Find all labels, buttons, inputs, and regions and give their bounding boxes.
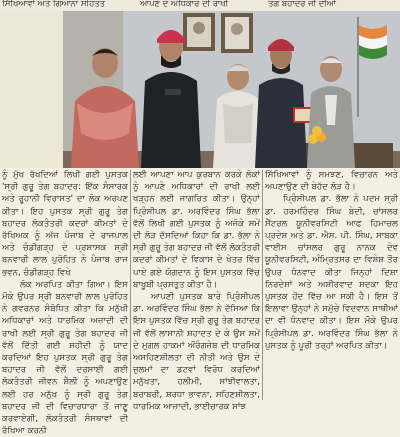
top-strip-left: ਸਿੱਖਿਆਵਾਂ ਅਤੇ ਗਿਆਨਾ ਸਹਿਤਤ bbox=[2, 0, 105, 8]
top-strip-right: ਤੇਗ ਬਹਾਦਰ ਜੀ ਦੀਆਂ bbox=[268, 0, 336, 8]
column-2-paragraph-1: ਲਈ ਆਪਣਾ ਆਪ ਕੁਰਬਾਨ ਕਰਕੇ ਲੋਕਾਂ ਨੂੰ ਆਪਣੇ ਅਧਿਕਾਰਾਂ ਦੀ ਰਾਖੀ ਲਈ ਖੜ੍ਹਨ ਲਈ ਜਾਗਰਿਤ ਕੀਤਾ। ਉਨ੍ਹਾਂ ਪ੍ਰਿੰਸੀਪਲ ਡਾ. ਅਰਵਿੰਦਰ ਸਿੰਘ ਭੱਲਾ ਵੱਲੋਂ ਲਿਖੀ ਗਈ ਪੁਸਤਕ ਨੂੰ ਅਜੋਕੇ ਸਮੇਂ ਦੀ ਲੋੜ ਦੱਸਦਿਆਂ ਕਿਹਾ ਕਿ ਡਾ. ਭੱਲਾ ਨੇ ਸ੍ਰੀ ਗੁਰੂ ਤੇਗ ਬਹਾਦਰ ਜੀ ਵੱਲੋਂ ਲੋਕਤੰਤਰੀ ਕਦਰਾਂ ਕੀਮਤਾਂ ਦੇ ਵਿਕਾਸ ਦੇ ਖੇਤਰ ਵਿੱਚ ਪਾਏ ਗਏ ਯੋਗਦਾਨ ਨੂੰ ਇਸ ਪੁਸਤਕ ਵਿੱਚ ਬਾਖੂਬੀ ਪ੍ਰਸਤੁਤ ਕੀਤਾ ਹੈ। bbox=[133, 170, 260, 290]
news-photo-illustration bbox=[63, 11, 400, 168]
article-column-2 bbox=[133, 169, 260, 412]
top-strip-mid: ਆਪਣੇ ਦੇ ਅਧਿਕਾਰ ਦੀ ਰਾਖੀ bbox=[140, 0, 229, 8]
column-rule-2 bbox=[262, 170, 263, 400]
photo-left-margin bbox=[0, 11, 63, 168]
column-rule-1 bbox=[130, 170, 131, 400]
column-3-paragraph-2: ਪ੍ਰਿੰਸੀਪਲ ਡਾ. ਭੱਲਾ ਨੇ ਪਦਮ ਸ੍ਰੀ ਡਾ. ਹਰਮਹਿੰਦਰ ਸਿੰਘ ਬੇਦੀ, ਚਾਂਸਲਰ ਸੈਂਟਰਲ ਯੂਨੀਵਰਸਿਟੀ ਆਫ ਹਿਮਾਚਲ ਪ੍ਰਦੇਸ਼ ਅਤੇ ਡਾ. ਐਸ. ਪੀ. ਸਿੰਘ, ਸਾਬਕਾ ਵਾਈਸ ਚਾਂਸਲਰ ਗੁਰੂ ਨਾਨਕ ਦੇਵ ਯੂਨੀਵਰਸਿਟੀ, ਅੰਮ੍ਰਿਤਸਰ ਦਾ ਵਿਸ਼ੇਸ਼ ਤੌਰ ਉਪਰ ਧੰਨਵਾਦ ਕੀਤਾ ਜਿਨ੍ਹਾਂ ਦਿਸ਼ਾ ਨਿਰਦੇਸ਼ਾਂ ਅਤੇ ਅਸ਼ੀਰਵਾਦ ਸਦਕਾ ਇਹ ਪੁਸਤਕ ਹੋਂਦ ਵਿੱਚ ਆ ਸਕੀ ਹੈ। ਇਸ ਤੋਂ ਇਲਾਵਾ ਉਨ੍ਹਾਂ ਨੇ ਸਮੁੱਚੇ ਵਿਦਵਾਨ ਸਾਥੀਆਂ ਦਾ ਵੀ ਧੰਨਵਾਦ ਕੀਤਾ। ਇਸ ਮੌਕੇ ਉਪਰ ਪ੍ਰਿੰਸੀਪਲ ਡਾ. ਅਰਵਿੰਦਰ ਸਿੰਘ ਭੱਲਾ ਨੇ ਪੁਸਤਕ ਨੂੰ ਪੂਰੀ ਤਰ੍ਹਾਂ ਅਰਪਿਤ ਕੀਤਾ। bbox=[265, 194, 398, 351]
article-column-3 bbox=[265, 169, 398, 400]
column-1-paragraph-1: ਨੂੰ ਮੁੱਖ ਰੱਖਦਿਆਂ ਲਿਖੀ ਗਈ ਪੁਸਤਕ 'ਸ੍ਰੀ ਗੁਰੂ ਤੇਗ ਬਹਾਦਰ: ਇੱਕ ਸੰਸਾਰਕ ਅਤੇ ਰੂਹਾਨੀ ਵਿਰਾਸਤ' ਦਾ ਲੋਕ ਅਰਪਣ ਕੀਤਾ। ਇਹ ਪੁਸਤਕ ਸ੍ਰੀ ਗੁਰੂ ਤੇਗ ਬਹਾਦਰ ਲੋਕਤੰਤਰੀ ਕਦਰਾਂ ਕੀਮਤਾਂ ਦੇ ਰੱਖਿਅਕ ਨੂੰ ਅੱਜ ਪੰਜਾਬ ਦੇ ਰਾਜਪਾਲ ਅਤੇ ਚੰਡੀਗੜ੍ਹ ਦੇ ਪ੍ਰਸ਼ਾਸਕ ਸ੍ਰੀ ਬਨਵਾਰੀ ਲਾਲ ਪੁਰੋਹਿਤ ਨੇ ਪੰਜਾਬ ਰਾਜ ਭਵਨ, ਚੰਡੀਗੜ੍ਹ ਵਿਖੇ bbox=[2, 170, 128, 278]
column-1-paragraph-2: ਲੋਕ ਅਰਪਿਤ ਕੀਤਾ ਗਿਆ। ਇਸ ਮੌਕੇ ਉਪਰ ਸ੍ਰੀ ਬਨਵਾਰੀ ਲਾਲ ਪੁਰੋਹਿਤ ਨੇ ਗਵਰਨਰ ਸੰਬੋਧਿਤ ਕੀਤਾ ਕਿ ਮਨੁੱਖੀ ਅਧਿਕਾਰਾਂ ਅਤੇ ਧਾਰਮਿਕ ਅਜ਼ਾਦੀ ਦੀ ਰਾਖੀ ਲਈ ਸ੍ਰੀ ਗੁਰੂ ਤੇਗ ਬਹਾਦਰ ਜੀ ਵੱਲੋਂ ਦਿੱਤੀ ਗਈ ਸ਼ਹੀਦੀ ਨੂੰ ਯਾਦ ਕਰਦਿਆਂ ਇਹ ਪੁਸਤਕ ਸ੍ਰੀ ਗੁਰੂ ਤੇਗ ਬਹਾਦਰ ਜੀ ਵੱਲੋਂ ਦਰਸਾਈ ਗਈ ਲੋਕਤੰਤਰੀ ਜੀਵਨ ਸ਼ੈਲੀ ਨੂੰ ਅਪਣਾਉਣ ਲਈ ਹਰ ਮਨੁੱਖ ਨੂੰ ਸ੍ਰੀ ਗੁਰੂ ਤੇਗ ਬਹਾਦਰ ਜੀ ਦੀ ਵਿਚਾਰਧਾਰਾ ਤੋਂ ਜਾਣੂ ਕਰਵਾਏਗੀ, ਲੋਕਤੰਤਰੀ ਸੰਸਥਾਵਾਂ ਦੀ ਰੱਖਿਆ ਕਰਨੀ bbox=[2, 279, 128, 437]
article-column-1 bbox=[2, 169, 128, 437]
column-3-paragraph-1: ਸਿੱਖਿਆਵਾਂ ਨੂੰ ਸਮਝਣ, ਵਿਚਾਰਨ ਅਤੇ ਅਪਣਾਉਣ ਦੀ ਬੇਹੱਦ ਲੋੜ ਹੈ। bbox=[265, 170, 398, 193]
news-photo bbox=[63, 11, 400, 168]
column-2-paragraph-2: ਆਪਣੀ ਪੁਸਤਕ ਬਾਰੇ ਪ੍ਰਿੰਸੀਪਲ ਡਾ. ਅਰਵਿੰਦਰ ਸਿੰਘ ਭੱਲਾ ਨੇ ਦੱਸਿਆ ਕਿ ਇਸ ਪੁਸਤਕ ਵਿੱਚ ਸ੍ਰੀ ਗੁਰੂ ਤੇਗ ਬਹਾਦਰ ਜੀ ਵੱਲੋਂ ਲਾਸਾਨੀ ਸ਼ਹਾਦਤ ਦੇ ਕੇ ਉਸ ਸਮੇਂ ਦੇ ਮੁਗਲ ਹਾਕਮਾਂ ਔਰੰਗਜ਼ੇਬ ਦੀ ਧਾਰਮਿਕ ਅਸਹਿਣਸ਼ੀਲਤਾ ਦੀ ਨੀਤੀ ਅਤੇ ਉਸ ਦੇ ਜ਼ੁਲਮਾਂ ਦਾ ਡਟਵਾਂ ਵਿਰੋਧ ਕਰਦਿਆਂ ਮਨੁੱਖਤਾ, ਹਲੀਮੀ, ਸਾਂਝੀਵਾਲਤਾ, ਬਰਾਬਰੀ, ਸ਼ਰਧਾ ਭਾਵਨਾ, ਸਹਿਣਸ਼ੀਲਤਾ, ਧਾਰਮਿਕ ਆਜ਼ਾਦੀ, ਭਾਈਚਾਰਕ ਸਾਂਝ bbox=[133, 292, 260, 412]
